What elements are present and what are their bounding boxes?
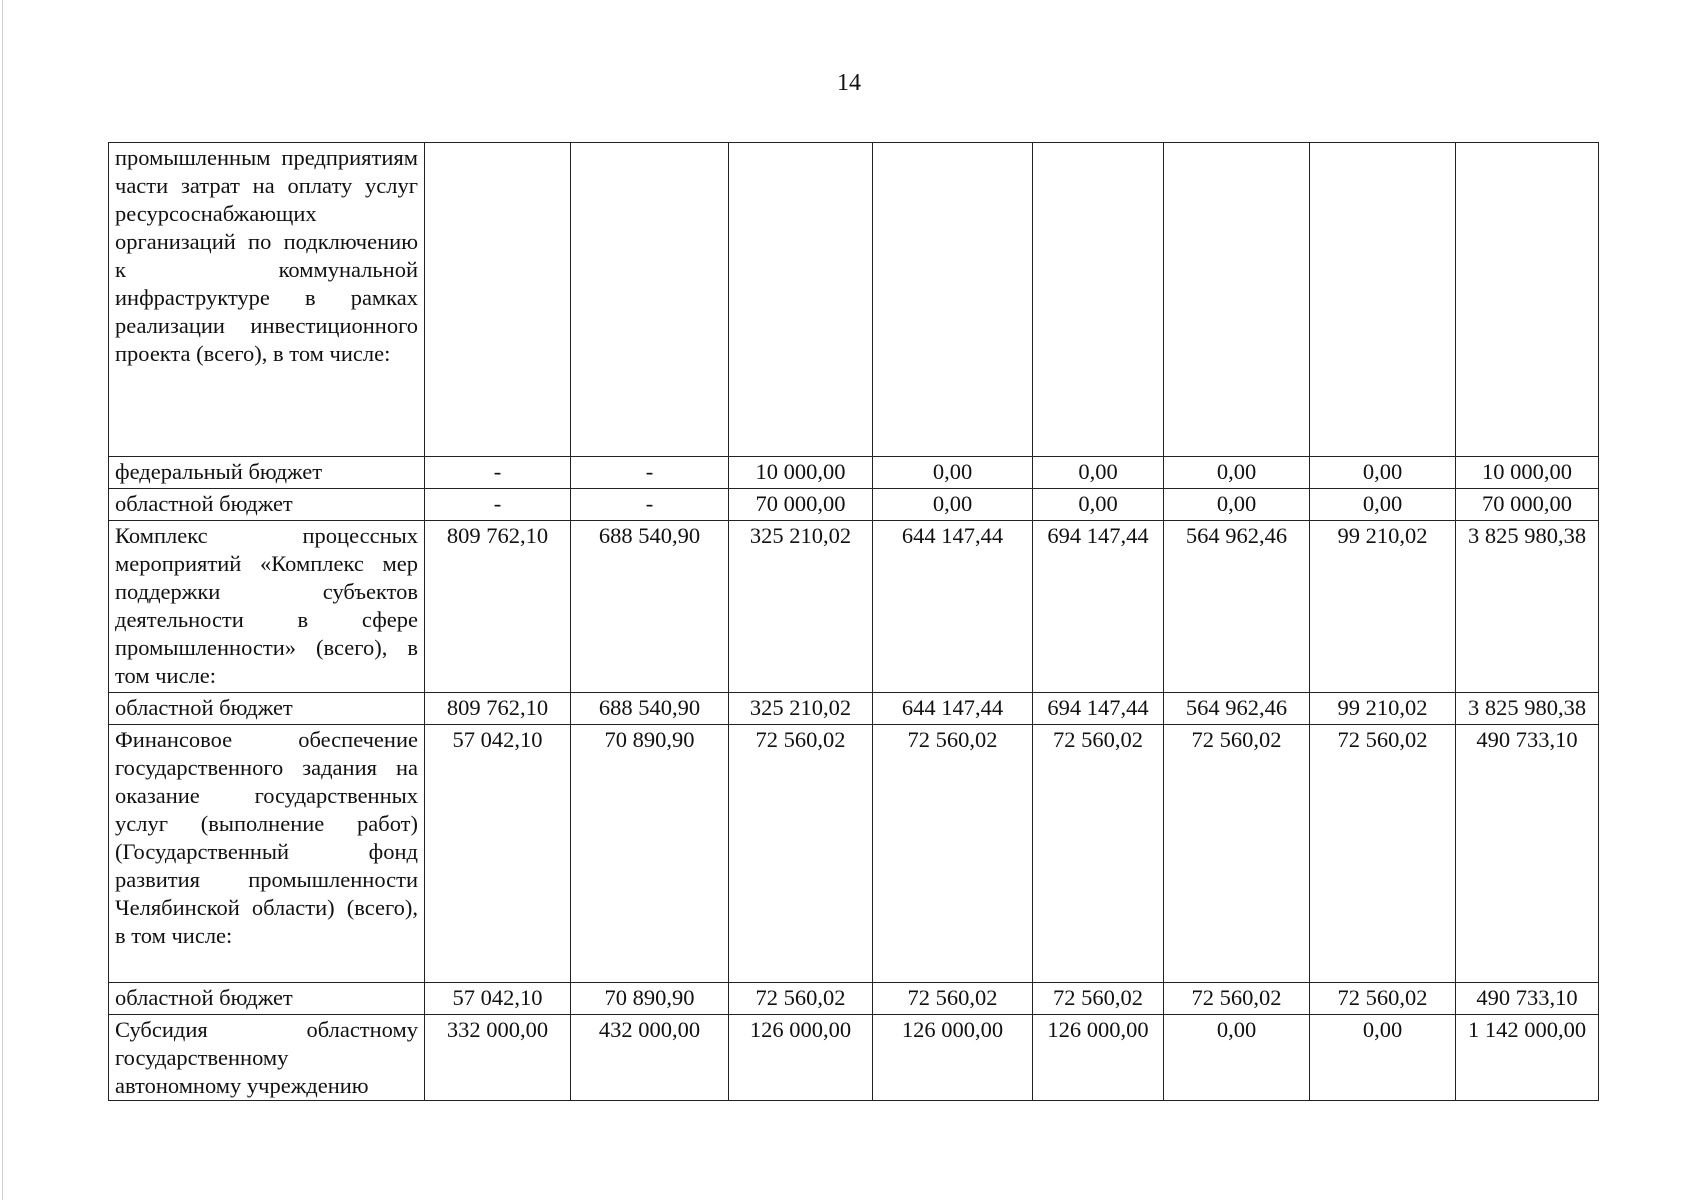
value-cell: 0,00	[1164, 489, 1310, 521]
value-cell: 432 000,00	[571, 1015, 729, 1101]
value-cell: -	[571, 457, 729, 489]
row-label: областной бюджет	[109, 983, 425, 1015]
value-cell: 0,00	[1310, 489, 1456, 521]
value-cell: 564 962,46	[1164, 521, 1310, 693]
value-cell: 72 560,02	[729, 725, 873, 983]
value-cell: 490 733,10	[1456, 725, 1599, 983]
value-cell: 694 147,44	[1033, 521, 1164, 693]
table-row	[109, 143, 1599, 457]
value-cell	[873, 143, 1033, 457]
value-cell: 1 142 000,00	[1456, 1015, 1599, 1101]
value-cell	[729, 143, 873, 457]
table-row	[109, 725, 1599, 983]
value-cell: 72 560,02	[1033, 725, 1164, 983]
row-label: Комплекс процессных мероприятий «Комплекс мер поддержки субъектов деятельности в сфере промышленности» (всего), в том числе:	[109, 521, 425, 693]
value-cell	[1310, 143, 1456, 457]
value-cell: 57 042,10	[425, 983, 571, 1015]
value-cell: 126 000,00	[1033, 1015, 1164, 1101]
budget-table	[108, 142, 1599, 1101]
value-cell: 490 733,10	[1456, 983, 1599, 1015]
value-cell: -	[425, 457, 571, 489]
value-cell: 72 560,02	[1164, 983, 1310, 1015]
value-cell: 332 000,00	[425, 1015, 571, 1101]
table-row	[109, 521, 1599, 693]
value-cell: 688 540,90	[571, 693, 729, 725]
page-number: 14	[837, 70, 861, 96]
value-cell: 325 210,02	[729, 521, 873, 693]
value-cell: 688 540,90	[571, 521, 729, 693]
value-cell: 70 890,90	[571, 725, 729, 983]
value-cell: 0,00	[1164, 457, 1310, 489]
value-cell: 325 210,02	[729, 693, 873, 725]
row-label: Субсидия областному государственному автономному учреждению	[109, 1015, 425, 1101]
value-cell: 72 560,02	[729, 983, 873, 1015]
value-cell: 99 210,02	[1310, 693, 1456, 725]
value-cell: 0,00	[1310, 1015, 1456, 1101]
value-cell: 644 147,44	[873, 693, 1033, 725]
value-cell: 99 210,02	[1310, 521, 1456, 693]
value-cell: 0,00	[1310, 457, 1456, 489]
row-label: федеральный бюджет	[109, 457, 425, 489]
value-cell: 564 962,46	[1164, 693, 1310, 725]
value-cell: 70 000,00	[1456, 489, 1599, 521]
value-cell: 72 560,02	[1164, 725, 1310, 983]
value-cell: 3 825 980,38	[1456, 521, 1599, 693]
value-cell: 3 825 980,38	[1456, 693, 1599, 725]
value-cell: 72 560,02	[873, 725, 1033, 983]
row-label: областной бюджет	[109, 693, 425, 725]
value-cell: 0,00	[1033, 457, 1164, 489]
value-cell	[425, 143, 571, 457]
value-cell: 644 147,44	[873, 521, 1033, 693]
row-label: Финансовое обеспечение государственного задания на оказание государственных услуг (выполнение работ) (Государственный фонд развития промышленности Челябинской области) (всего), в том числе:	[109, 725, 425, 983]
value-cell	[1164, 143, 1310, 457]
table-row	[109, 457, 1599, 489]
value-cell: 0,00	[873, 457, 1033, 489]
value-cell: 694 147,44	[1033, 693, 1164, 725]
value-cell	[571, 143, 729, 457]
scan-edge-line	[2, 0, 3, 1200]
value-cell: 0,00	[1164, 1015, 1310, 1101]
value-cell: 126 000,00	[873, 1015, 1033, 1101]
value-cell: 57 042,10	[425, 725, 571, 983]
row-label: областной бюджет	[109, 489, 425, 521]
value-cell: 72 560,02	[1310, 725, 1456, 983]
table-row	[109, 693, 1599, 725]
value-cell: 72 560,02	[1310, 983, 1456, 1015]
value-cell	[1456, 143, 1599, 457]
value-cell: 10 000,00	[729, 457, 873, 489]
table-row	[109, 1015, 1599, 1101]
row-label: промышленным предприятиям части затрат на оплату услуг ресурсоснабжающих организаций по подключению к коммунальной инфраструктуре в рамках реализации инвестиционного проекта (всего), в том числе:	[109, 143, 425, 457]
value-cell: -	[425, 489, 571, 521]
value-cell: 70 890,90	[571, 983, 729, 1015]
value-cell: 809 762,10	[425, 693, 571, 725]
table-row	[109, 489, 1599, 521]
value-cell: 0,00	[1033, 489, 1164, 521]
value-cell: 72 560,02	[1033, 983, 1164, 1015]
table-row	[109, 983, 1599, 1015]
value-cell: 809 762,10	[425, 521, 571, 693]
value-cell: 10 000,00	[1456, 457, 1599, 489]
value-cell: 126 000,00	[729, 1015, 873, 1101]
value-cell: -	[571, 489, 729, 521]
value-cell: 0,00	[873, 489, 1033, 521]
value-cell: 72 560,02	[873, 983, 1033, 1015]
value-cell	[1033, 143, 1164, 457]
value-cell: 70 000,00	[729, 489, 873, 521]
